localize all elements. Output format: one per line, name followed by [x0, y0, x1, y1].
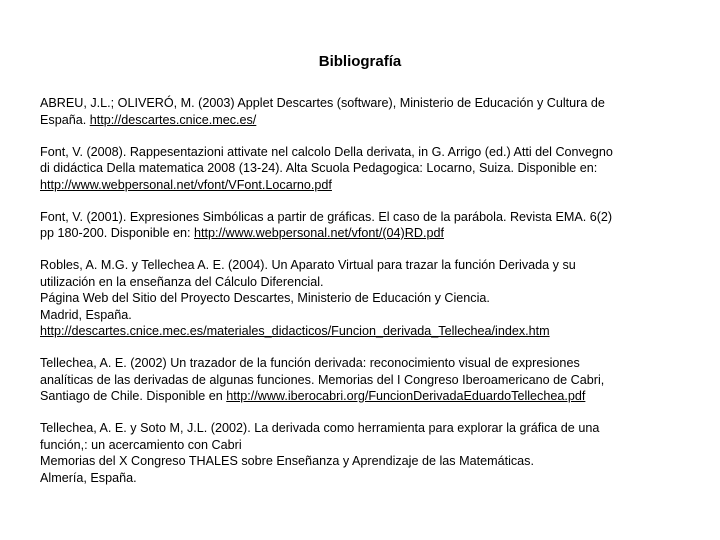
reference-text: utilización en la enseñanza del Cálculo Diferencial.: [40, 274, 324, 289]
reference-text: Font, V. (2001). Expresiones Simbólicas a partir de gráficas. El caso de la parábola. Revista EMA. 6(2): [40, 209, 613, 224]
reference-text: Almería, España.: [40, 470, 137, 485]
reference-item: [40, 420, 690, 486]
reference-text: Madrid, España.: [40, 307, 132, 322]
reference-list: [40, 95, 690, 502]
reference-text: ABREU, J.L.; OLIVERÓ, M. (2003) Applet Descartes (software), Ministerio de Educación y Cultura de: [40, 96, 605, 110]
reference-link[interactable]: http://www.iberocabri.org/FuncionDerivadaEduardoTellechea.pdf: [226, 389, 586, 403]
reference-text: Santiago de Chile. Disponible en: [40, 389, 227, 403]
reference-text: función,: un acercamiento con Cabri: [40, 437, 242, 452]
reference-text-line: [40, 323, 690, 340]
reference-link[interactable]: http://www.webpersonal.net/vfont/VFont.Locarno.pdf: [40, 177, 332, 192]
reference-text: pp 180-200. Disponible en:: [40, 226, 195, 240]
reference-text-line: [40, 177, 690, 194]
reference-text: Página Web del Sitio del Proyecto Descartes, Ministerio de Educación y Ciencia.: [40, 291, 490, 305]
reference-text-line: [40, 112, 690, 129]
reference-text: Robles, A. M.G. y Tellechea A. E. (2004). Un Aparato Virtual para trazar la función Derivada y su: [40, 258, 576, 272]
reference-link[interactable]: http://descartes.cnice.mec.es/materiales_didacticos/Funcion_derivada_Tellechea/index.htm: [40, 324, 550, 338]
reference-link[interactable]: http://descartes.cnice.mec.es/: [89, 112, 257, 127]
reference-text: analíticas de las derivadas de algunas funciones. Memorias del I Congreso Iberoamericano de Cabri,: [40, 372, 605, 387]
reference-text-line: [40, 388, 690, 405]
reference-item: [40, 144, 690, 194]
reference-link[interactable]: http://www.webpersonal.net/vfont/(04)RD.pdf: [194, 226, 444, 240]
reference-item: [40, 209, 690, 242]
reference-item: [40, 355, 690, 405]
page-title: Bibliografía: [318, 53, 402, 70]
reference-text: España.: [40, 112, 90, 127]
reference-text: Font, V. (2008). Rappesentazioni attivate nel calcolo Della derivata, in G. Arrigo (ed.) Atti del Convegno: [40, 144, 613, 159]
reference-text: di didáctica Della matematica 2008 (13-24). Alta Scuola Pedagogica: Locarno, Suiza. Disponible en:: [40, 161, 598, 175]
reference-text-line: [40, 225, 690, 242]
reference-item: [40, 257, 690, 340]
reference-text: Memorias del X Congreso THALES sobre Enseñanza y Aprendizaje de las Matemáticas.: [40, 454, 534, 468]
reference-text: Tellechea, A. E. (2002) Un trazador de la función derivada: reconocimiento visual de expresiones: [40, 356, 580, 370]
reference-text: Tellechea, A. E. y Soto M, J.L. (2002). La derivada como herramienta para explorar la gráfica de una: [40, 421, 600, 435]
reference-item: [40, 95, 690, 128]
